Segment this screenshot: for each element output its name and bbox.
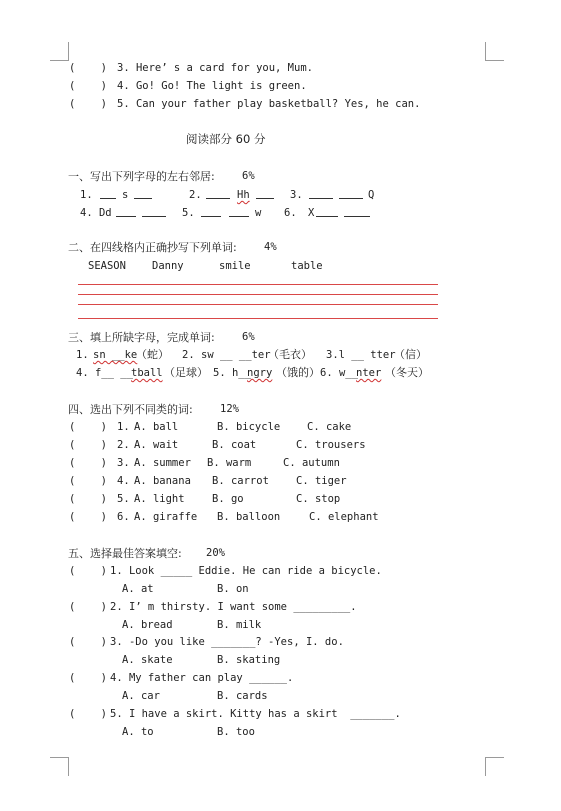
copy-word: smile — [219, 260, 251, 272]
question-text: 5. Can your father play basketball? Yes, he can. — [117, 98, 421, 110]
option-a: A. skate — [122, 654, 173, 666]
blank-line[interactable] — [309, 189, 333, 199]
blank-line[interactable] — [201, 207, 221, 217]
answer-paren[interactable]: ( ) — [69, 511, 107, 523]
answer-paren[interactable]: ( ) — [69, 708, 107, 720]
question-text: 3. Here’ s a card for you, Mum. — [117, 62, 313, 74]
word-blank[interactable]: 6. w__ — [320, 367, 358, 379]
option-a: A. wait — [134, 439, 179, 451]
option-a: A. bread — [122, 619, 173, 631]
item-number: 6. — [117, 511, 130, 523]
item-number: 3. — [290, 189, 303, 201]
given-letter: Hh — [237, 189, 250, 201]
option-a: A. giraffe — [134, 511, 198, 523]
option-b: B. go — [212, 493, 244, 505]
option-c: C. trousers — [296, 439, 366, 451]
option-b: B. bicycle — [217, 421, 281, 433]
word-meaning: （足球） — [164, 366, 208, 379]
blank-line[interactable] — [256, 189, 274, 199]
option-a: A. summer — [134, 457, 191, 469]
option-a: A. banana — [134, 475, 191, 487]
word-meaning: （毛衣） — [268, 348, 312, 361]
section-heading: 四、选出下列不同类的词: — [68, 403, 193, 416]
word-blank[interactable]: 5. h__ — [213, 367, 251, 379]
option-c: C. cake — [307, 421, 352, 433]
blank-line[interactable] — [206, 189, 230, 199]
crop-mark-bottom-right — [485, 757, 504, 776]
word-meaning: （信） — [394, 348, 427, 361]
word-meaning: （冬天） — [385, 366, 429, 379]
item-number: 1. — [76, 349, 89, 361]
option-b: B. on — [217, 583, 249, 595]
word-blank[interactable]: ngry — [247, 367, 273, 379]
blank-line[interactable] — [134, 189, 152, 199]
option-b: B. milk — [217, 619, 262, 631]
crop-mark-bottom-left — [50, 757, 69, 776]
section-score: 6% — [242, 331, 255, 343]
question-text: 4. My father can play ______. — [110, 672, 294, 684]
item-number: 5. — [182, 207, 195, 219]
section-heading: 一、写出下列字母的左右邻居: — [68, 170, 215, 183]
option-b: B. cards — [217, 690, 268, 702]
option-c: C. autumn — [283, 457, 340, 469]
grid-line — [78, 318, 438, 319]
section-score: 4% — [264, 241, 277, 253]
grid-line — [78, 294, 438, 295]
copy-word: Danny — [152, 260, 184, 272]
section-score: 20% — [206, 547, 225, 559]
word-blank[interactable]: sw __ __ter — [201, 349, 271, 361]
section-score: 6% — [242, 170, 255, 182]
option-b: B. balloon — [217, 511, 281, 523]
given-letter: X — [308, 207, 315, 219]
given-letter: 4. Dd — [80, 207, 112, 219]
item-number: 1. — [117, 421, 130, 433]
section-heading: 五、选择最佳答案填空: — [68, 547, 182, 560]
answer-paren[interactable]: ( ) — [69, 62, 107, 74]
answer-paren[interactable]: ( ) — [69, 565, 107, 577]
option-c: C. stop — [296, 493, 341, 505]
answer-paren[interactable]: ( ) — [69, 421, 107, 433]
answer-paren[interactable]: ( ) — [69, 80, 107, 92]
question-text: 1. Look _____ Eddie. He can ride a bicycle. — [110, 565, 382, 577]
copy-word: SEASON — [88, 260, 126, 272]
answer-paren[interactable]: ( ) — [69, 439, 107, 451]
question-text: 3. -Do you like _______? -Yes, I. do. — [110, 636, 344, 648]
section-heading: 三、填上所缺字母，完成单词: — [68, 331, 215, 344]
given-letter: w — [255, 207, 262, 219]
crop-mark-top-left — [50, 42, 69, 61]
item-number: 2. — [182, 349, 195, 361]
option-a: A. to — [122, 726, 154, 738]
item-number: 5. — [117, 493, 130, 505]
blank-line[interactable] — [339, 189, 363, 199]
option-b: B. carrot — [212, 475, 269, 487]
question-text: 5. I have a skirt. Kitty has a skirt _______. — [110, 708, 401, 720]
answer-paren[interactable]: ( ) — [69, 98, 107, 110]
word-blank[interactable]: 3.l __ tter — [326, 349, 396, 361]
blank-line[interactable] — [142, 207, 166, 217]
question-text: 2. I’ m thirsty. I want some _________. — [110, 601, 357, 613]
question-text: 4. Go! Go! The light is green. — [117, 80, 307, 92]
grid-line — [78, 284, 438, 285]
word-meaning: （饿的） — [276, 366, 320, 379]
blank-line[interactable] — [229, 207, 249, 217]
blank-line[interactable] — [344, 207, 370, 217]
blank-line[interactable] — [100, 189, 116, 199]
blank-line[interactable] — [116, 207, 136, 217]
section-score: 12% — [220, 403, 239, 415]
answer-paren[interactable]: ( ) — [69, 457, 107, 469]
word-blank[interactable]: 4. f__ __ — [76, 367, 133, 379]
answer-paren[interactable]: ( ) — [69, 672, 107, 684]
option-a: A. ball — [134, 421, 179, 433]
reading-section-title: 阅读部分 60 分 — [186, 132, 266, 146]
given-letter: Q — [368, 189, 375, 201]
section-heading: 二、在四线格内正确抄写下列单词: — [68, 241, 237, 254]
option-b: B. warm — [207, 457, 252, 469]
crop-mark-top-right — [485, 42, 504, 61]
item-number: 6. — [284, 207, 297, 219]
word-blank[interactable]: sn __ke — [93, 349, 138, 361]
option-c: C. elephant — [309, 511, 379, 523]
answer-paren[interactable]: ( ) — [69, 493, 107, 505]
blank-line[interactable] — [316, 207, 338, 217]
item-number: 2. — [189, 189, 202, 201]
grid-line — [78, 304, 438, 305]
given-letter: s — [122, 189, 129, 201]
copy-word: table — [291, 260, 323, 272]
answer-paren[interactable]: ( ) — [69, 601, 107, 613]
option-a: A. at — [122, 583, 154, 595]
option-a: A. car — [122, 690, 160, 702]
option-b: B. skating — [217, 654, 281, 666]
item-number: 1. — [80, 189, 93, 201]
answer-paren[interactable]: ( ) — [69, 475, 107, 487]
word-blank[interactable]: nter — [356, 367, 382, 379]
answer-paren[interactable]: ( ) — [69, 636, 107, 648]
word-blank[interactable]: tball — [131, 367, 163, 379]
item-number: 2. — [117, 439, 130, 451]
item-number: 3. — [117, 457, 130, 469]
word-meaning: （蛇） — [136, 348, 169, 361]
option-b: B. too — [217, 726, 255, 738]
item-number: 4. — [117, 475, 130, 487]
option-b: B. coat — [212, 439, 257, 451]
option-a: A. light — [134, 493, 185, 505]
option-c: C. tiger — [296, 475, 347, 487]
